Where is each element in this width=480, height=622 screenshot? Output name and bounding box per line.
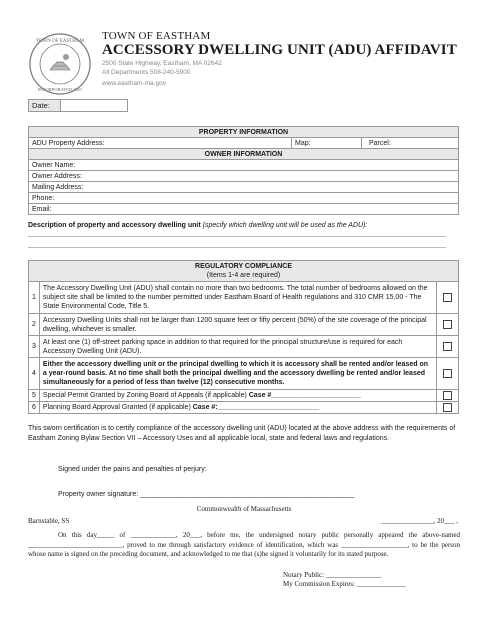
item-number: 4 (29, 358, 40, 390)
owner-info-heading: OWNER INFORMATION (29, 149, 459, 160)
item-5-checkbox[interactable] (443, 391, 452, 400)
compliance-heading-cell (29, 261, 459, 282)
date-field[interactable] (28, 99, 128, 112)
compliance-item-3 (29, 336, 459, 358)
compliance-subheading: (Items 1-4 are required) (206, 272, 281, 279)
description-note: (specify which dwelling unit will be used as the ADU): (202, 222, 368, 229)
notary-body: On this day_____ of _____________, 20___, before me, the undersigned notary public personally appeared the above-named ___________________________, proved to me through satisfactory evidence of identification, which was ___________________, to be the person whose name is signed on the preceding document, and acknowledged to me that (s)he signed it voluntarily for its stated purpose. (28, 531, 460, 558)
mailing-address-label: Mailing Address: (32, 183, 84, 191)
notary-date-line[interactable]: _______________, 20___ , (381, 517, 458, 525)
county-label: Barnstable, SS (28, 517, 70, 525)
map-field[interactable] (292, 138, 362, 149)
parcel-field[interactable] (362, 138, 459, 149)
item-text: Accessory Dwelling Units shall not be larger than 1200 square feet or fifty percent (50%) of the site coverage of the principal dwelling, whichever is smaller. (39, 314, 436, 336)
item-5-checkbox-cell (437, 390, 459, 402)
owner-address-label: Owner Address: (32, 172, 82, 180)
description-line-2[interactable] (28, 247, 446, 248)
map-label: Map: (295, 139, 311, 147)
item-2-checkbox[interactable] (443, 320, 452, 329)
description-label-bold: Description of property and accessory dwelling unit (28, 222, 201, 229)
compliance-item-1 (29, 282, 459, 314)
item-number: 5 (29, 390, 40, 402)
owner-signature-line[interactable]: Property owner signature: _______________________________________________________ (58, 491, 355, 498)
compliance-item-5 (29, 390, 459, 402)
item-number: 6 (29, 402, 40, 414)
item-4-checkbox-cell (437, 358, 459, 390)
item-6-checkbox[interactable] (443, 403, 452, 412)
compliance-item-6 (29, 402, 459, 414)
compliance-item-4 (29, 358, 459, 390)
description-label (28, 221, 460, 231)
item-text: Either the accessory dwelling unit or the principal dwelling to which it is accessory shall be rented and/or leased on a year-round basis. At no time shall both the principal dwelling and the accessory dwelling be rented and/or leased simultaneously for a period of less than twelve (12) consecutive months. (39, 358, 436, 390)
adu-address-label: ADU Property Address: (32, 139, 105, 147)
document-title: ACCESSORY DWELLING UNIT (ADU) AFFIDAVIT (102, 42, 457, 58)
compliance-item-2 (29, 314, 459, 336)
adu-address-field[interactable] (29, 138, 292, 149)
item-4-checkbox[interactable] (443, 369, 452, 378)
property-owner-table (28, 126, 459, 215)
perjury-statement: Signed under the pains and penalties of perjury: (58, 466, 207, 473)
parcel-label: Parcel: (369, 139, 391, 147)
item-number: 1 (29, 282, 40, 314)
certification-text: This sworn certification is to certify compliance of the accessory dwelling unit (ADU) located at the above address with the requirements of Eastham Zoning Bylaw Section VII – Accessory Uses and all applicable local, state and federal laws and regulations. (28, 425, 456, 442)
compliance-heading: REGULATORY COMPLIANCE (195, 263, 292, 270)
compliance-table (28, 260, 459, 414)
item-text-cell (39, 390, 436, 402)
description-line-1[interactable] (28, 236, 446, 237)
item-text: Planning Board Approval Granted (if applicable) (42, 404, 191, 411)
item-number: 2 (29, 314, 40, 336)
property-info-heading: PROPERTY INFORMATION (29, 127, 459, 138)
town-address: 2500 State Highway, Eastham, MA 02642 (102, 60, 222, 67)
item-3-checkbox-cell (437, 336, 459, 358)
item-2-checkbox-cell (437, 314, 459, 336)
document-header (28, 24, 468, 94)
town-phone: All Departments 508-240-5900 (102, 69, 191, 76)
item-1-checkbox-cell (437, 282, 459, 314)
mailing-address-field[interactable] (29, 182, 459, 193)
item-6-checkbox-cell (437, 402, 459, 414)
owner-name-label: Owner Name: (32, 161, 76, 169)
item-text: At least one (1) off-street parking space in addition to that required for the principal structure/use is required for each Accessory Dwelling Unit (ADU). (39, 336, 436, 358)
owner-address-field[interactable] (29, 171, 459, 182)
item-text: Special Permit Granted by Zoning Board of Appeals (if applicable) (42, 392, 247, 399)
case-number-field[interactable]: Case #:__________________________ (192, 404, 319, 411)
item-1-checkbox[interactable] (443, 293, 452, 302)
item-number: 3 (29, 336, 40, 358)
item-3-checkbox[interactable] (443, 342, 452, 351)
date-label: Date: (29, 100, 61, 111)
seal-top-text: TOWN OF EASTHAM (36, 39, 84, 44)
commonwealth-heading: Commonwealth of Massachusetts (196, 505, 292, 513)
case-number-field[interactable]: Case #_______________________ (248, 392, 361, 399)
commission-expires-line[interactable]: My Commission Expires: ______________ (283, 580, 406, 588)
email-field[interactable] (29, 204, 459, 215)
town-website[interactable]: www.eastham-ma.gov (102, 80, 166, 87)
phone-field[interactable] (29, 193, 459, 204)
notary-public-line[interactable]: Notary Public: ________________ (283, 571, 382, 579)
item-text: The Accessory Dwelling Unit (ADU) shall contain no more than two bedrooms. The total number of bedrooms allowed on the subject site shall be limited to the number permitted under Eastham Board of Health regulations and 310 CMR 15.00 - The State Environmental Code, Title 5. (39, 282, 436, 314)
seal-bottom-text: INCORPORATED 1651 (37, 87, 83, 92)
phone-label: Phone: (32, 194, 55, 202)
item-text-cell (39, 402, 436, 414)
town-name: TOWN OF EASTHAM (102, 30, 211, 42)
owner-name-field[interactable] (29, 160, 459, 171)
town-seal-icon (28, 32, 92, 96)
email-label: Email: (32, 205, 52, 213)
